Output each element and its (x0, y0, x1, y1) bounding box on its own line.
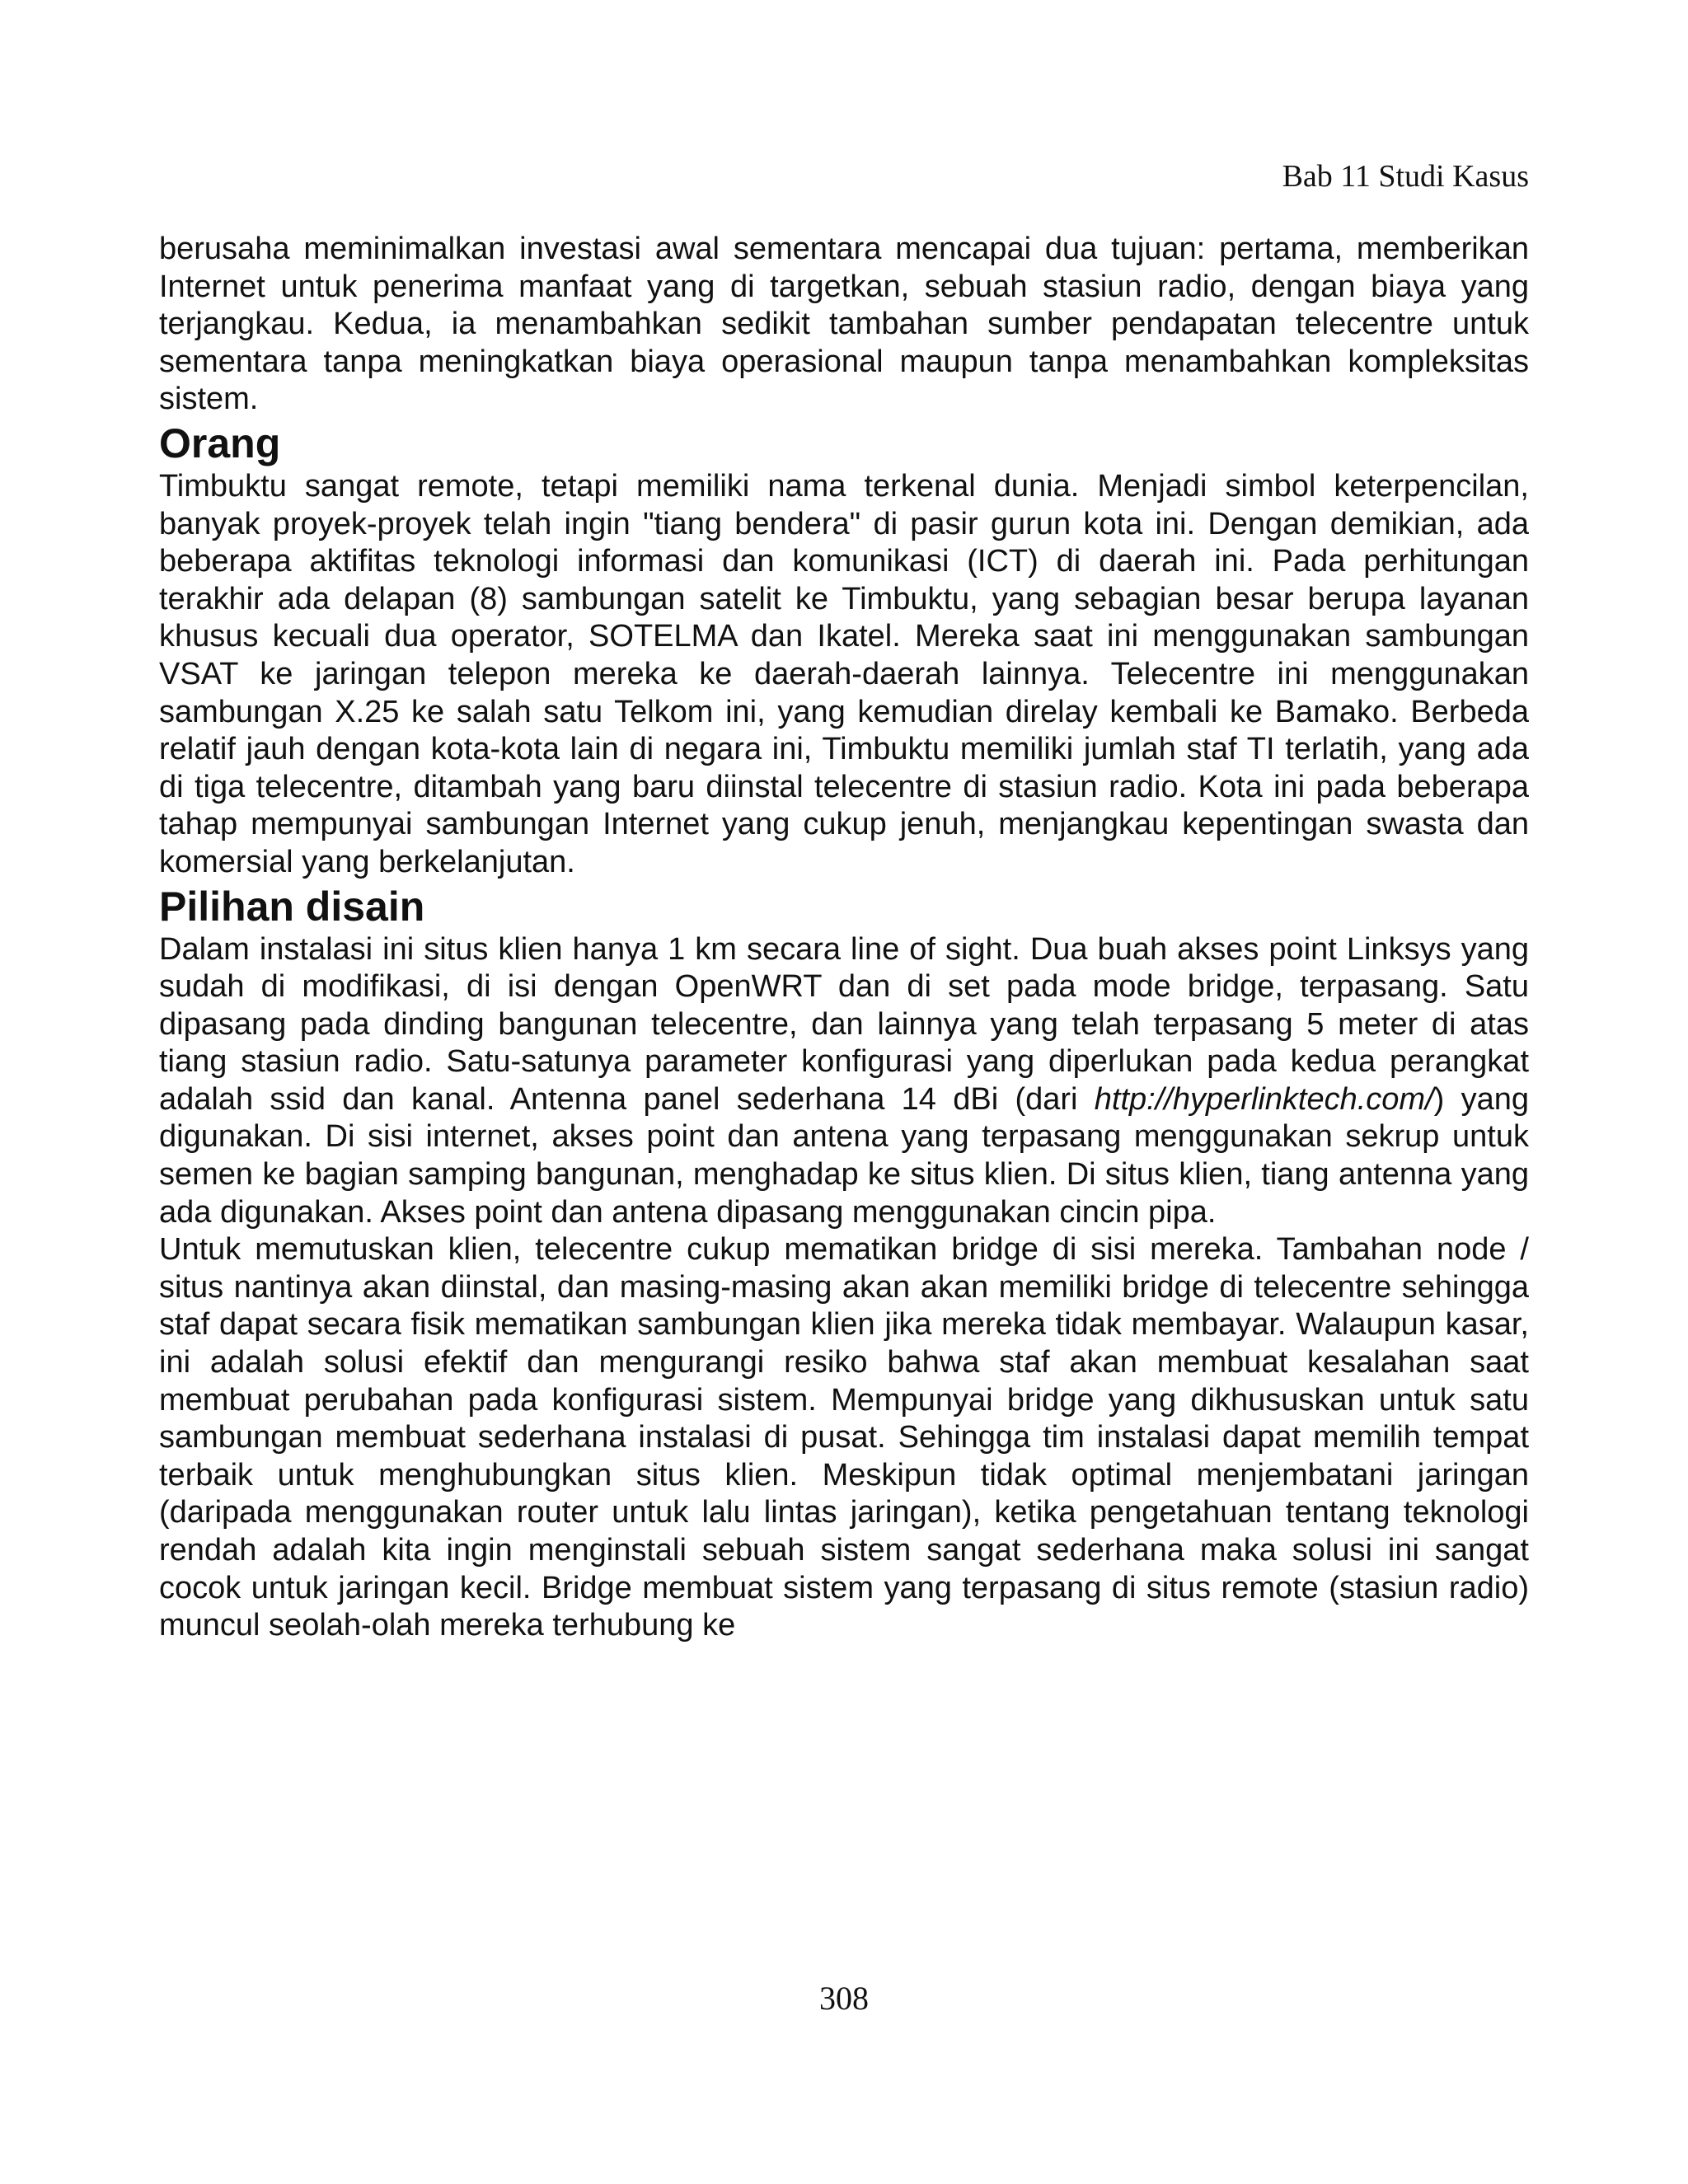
section-heading-pilihan-disain: Pilihan disain (159, 883, 425, 930)
design-paragraph-1-text-a: Dalam instalasi ini situs klien hanya 1 km secara line of sight. Dua buah akses point Linksys yang sudah di modifikasi, di isi dengan OpenWRT dan di set pada mode bridge, terpasang. Satu dipasang pada dinding bangunan telecentre, dan lainnya yang telah terpasang 5 meter di atas tiang stasiun radio. Satu-satunya parameter konfigurasi yang diperlukan pada kedua perangkat adalah ssid dan kanal. Antenna panel sederhana 14 dBi (dari (159, 931, 1529, 1117)
running-header: Bab 11 Studi Kasus (1282, 159, 1529, 194)
hyperlinktech-link[interactable]: http://hyperlinktech.com/ (1094, 1081, 1434, 1117)
page-number: 308 (819, 1980, 869, 2017)
design-paragraph-1-text-b: ) yang digunakan. Di sisi internet, akses point dan antena yang terpasang menggunakan sekrup untuk semen ke bagian samping bangunan, menghadap ke situs klien. Di situs klien, tiang antenna yang ada digunakan. Akses point dan antena dipasang menggunakan cincin pipa. (159, 1081, 1529, 1230)
design-paragraph-2: Untuk memutuskan klien, telecentre cukup mematikan bridge di sisi mereka. Tambahan node / situs nantinya akan diinstal, dan masing-masing akan akan memiliki bridge di telecentre sehingga staf dapat secara fisik mematikan sambungan klien jika mereka tidak membayar. Walaupun kasar, ini adalah solusi efektif dan mengurangi resiko bahwa staf akan membuat kesalahan saat membuat perubahan pada konfigurasi sistem. Mempunyai bridge yang dikhususkan untuk satu sambungan membuat sederhana instalasi di pusat. Sehingga tim instalasi dapat memilih tempat terbaik untuk menghubungkan situs klien. Meskipun tidak optimal menjembatani jaringan (daripada menggunakan router untuk lalu lintas jaringan), ketika pengetahuan tentang teknologi rendah adalah kita ingin menginstali sebuah sistem sangat sederhana maka solusi ini sangat cocok untuk jaringan kecil. Bridge membuat sistem yang terpasang di situs remote (stasiun radio) muncul seolah-olah mereka terhubung ke (159, 1232, 1529, 1643)
section-heading-orang: Orang (159, 419, 281, 466)
page-body (159, 231, 1529, 1645)
design-paragraph-1 (159, 931, 1529, 1232)
orang-paragraph: Timbuktu sangat remote, tetapi memiliki nama terkenal dunia. Menjadi simbol keterpencilan, banyak proyek-proyek telah ingin "tiang bendera" di pasir gurun kota ini. Dengan demikian, ada beberapa aktifitas teknologi informasi dan komunikasi (ICT) di daerah ini. Pada perhitungan terakhir ada delapan (8) sambungan satelit ke Timbuktu, yang sebagian besar berupa layanan khusus kecuali dua operator, SOTELMA dan Ikatel. Mereka saat ini menggunakan sambungan VSAT ke jaringan telepon mereka ke daerah-daerah lainnya. Telecentre ini menggunakan sambungan X.25 ke salah satu Telkom ini, yang kemudian direlay kembali ke Bamako. Berbeda relatif jauh dengan kota-kota lain di negara ini, Timbuktu memiliki jumlah staf TI terlatih, yang ada di tiga telecentre, ditambah yang baru diinstal telecentre di stasiun radio. Kota ini pada beberapa tahap mempunyai sambungan Internet yang cukup jenuh, menjangkau kepentingan swasta dan komersial yang berkelanjutan. (159, 468, 1529, 879)
intro-paragraph: berusaha meminimalkan investasi awal sementara mencapai dua tujuan: pertama, memberikan Internet untuk penerima manfaat yang di targetkan, sebuah stasiun radio, dengan biaya yang terjangkau. Kedua, ia menambahkan sedikit tambahan sumber pendapatan telecentre untuk sementara tanpa meningkatkan biaya operasional maupun tanpa menambahkan kompleksitas sistem. (159, 232, 1529, 417)
